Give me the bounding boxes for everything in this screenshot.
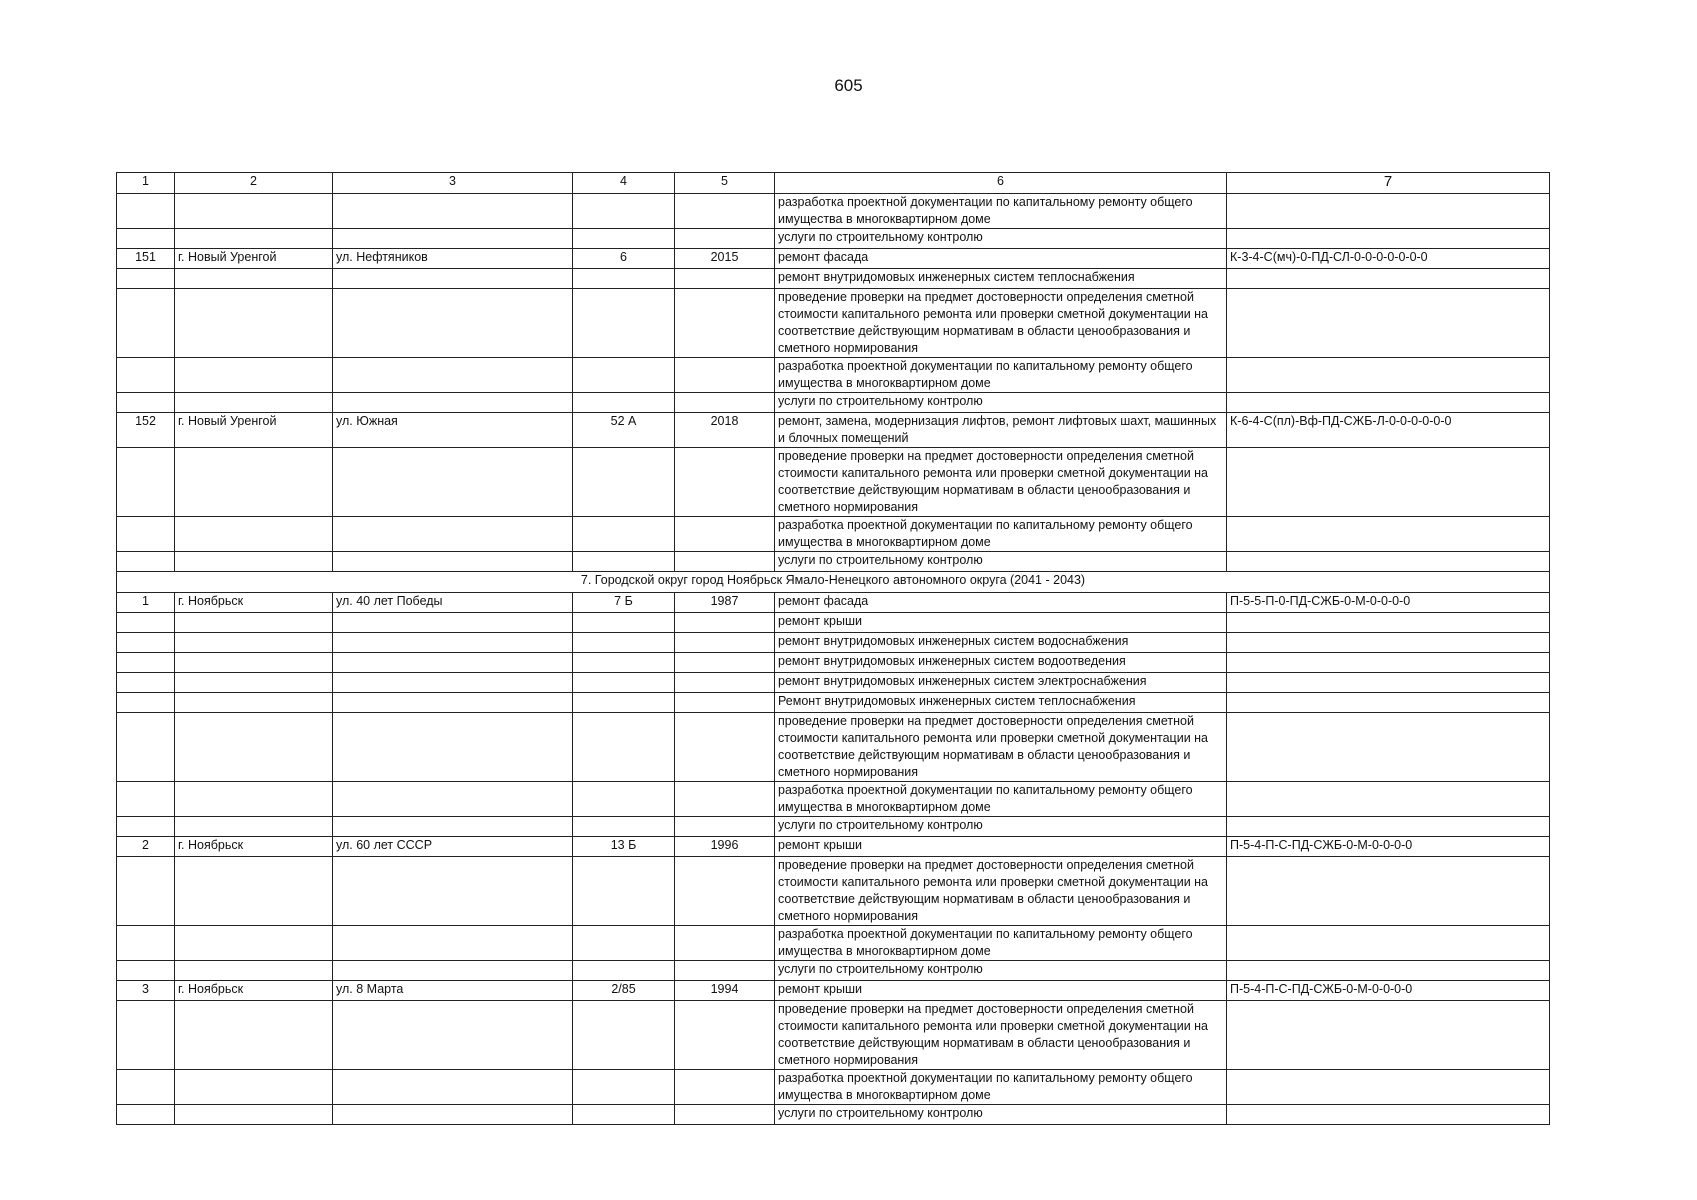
table-cell — [175, 448, 333, 517]
table-cell — [1227, 552, 1550, 572]
table-cell — [333, 857, 573, 926]
table-cell — [175, 613, 333, 633]
table-cell: 1987 — [675, 593, 775, 613]
table-row — [117, 1105, 1550, 1125]
table-cell — [175, 269, 333, 289]
table-row — [117, 673, 1550, 693]
table-cell — [175, 358, 333, 393]
table-row — [117, 981, 1550, 1001]
table-cell — [675, 289, 775, 358]
table-cell — [117, 782, 175, 817]
table-cell — [117, 194, 175, 229]
table-cell — [333, 693, 573, 713]
table-cell — [175, 693, 333, 713]
table-cell — [117, 613, 175, 633]
table-cell — [1227, 1105, 1550, 1125]
table-cell: ул. 40 лет Победы — [333, 593, 573, 613]
table-cell — [333, 633, 573, 653]
table-cell — [333, 393, 573, 413]
table-row — [117, 593, 1550, 613]
table-cell: услуги по строительному контролю — [775, 1105, 1227, 1125]
table-cell: ремонт внутридомовых инженерных систем электроснабжения — [775, 673, 1227, 693]
table-cell — [1227, 782, 1550, 817]
table-cell: услуги по строительному контролю — [775, 229, 1227, 249]
table-cell — [573, 713, 675, 782]
table-cell — [573, 817, 675, 837]
table-cell: проведение проверки на предмет достоверности определения сметной стоимости капитального ремонта или проверки сметной документации на соответствие действующим нормативам в области ценообразования и сметного нормирования — [775, 289, 1227, 358]
table-cell — [333, 517, 573, 552]
table-cell — [675, 393, 775, 413]
table-cell — [333, 229, 573, 249]
table-row — [117, 552, 1550, 572]
table-cell — [675, 653, 775, 673]
table-cell: 1 — [117, 593, 175, 613]
table-row — [117, 613, 1550, 633]
table-cell — [573, 613, 675, 633]
table-body — [117, 194, 1550, 1125]
header-row — [117, 173, 1550, 194]
table-cell: проведение проверки на предмет достоверности определения сметной стоимости капитального ремонта или проверки сметной документации на соответствие действующим нормативам в области ценообразования и сметного нормирования — [775, 857, 1227, 926]
table-row — [117, 358, 1550, 393]
table-cell — [117, 229, 175, 249]
table-cell — [1227, 1070, 1550, 1105]
table-cell: К-3-4-С(мч)-0-ПД-СЛ-0-0-0-0-0-0-0 — [1227, 249, 1550, 269]
table-cell — [175, 673, 333, 693]
page-number: 605 — [834, 76, 863, 95]
table-cell: проведение проверки на предмет достоверности определения сметной стоимости капитального ремонта или проверки сметной документации на соответствие действующим нормативам в области ценообразования и сметного нормирования — [775, 448, 1227, 517]
table-cell — [175, 857, 333, 926]
table-cell — [675, 194, 775, 229]
table-cell: 3 — [117, 981, 175, 1001]
table-cell: ул. Южная — [333, 413, 573, 448]
table-cell — [175, 194, 333, 229]
table-cell — [175, 713, 333, 782]
table-row — [117, 517, 1550, 552]
table-cell: услуги по строительному контролю — [775, 961, 1227, 981]
table-cell — [573, 857, 675, 926]
table-cell: ремонт внутридомовых инженерных систем теплоснабжения — [775, 269, 1227, 289]
table-cell — [117, 857, 175, 926]
table-cell — [573, 552, 675, 572]
table-row — [117, 693, 1550, 713]
table-row — [117, 413, 1550, 448]
table-cell — [573, 517, 675, 552]
table-cell: 1996 — [675, 837, 775, 857]
table-cell — [175, 926, 333, 961]
table-cell — [675, 926, 775, 961]
table-cell — [333, 1070, 573, 1105]
table-cell — [175, 289, 333, 358]
table-cell: г. Новый Уренгой — [175, 249, 333, 269]
table-cell: проведение проверки на предмет достоверности определения сметной стоимости капитального ремонта или проверки сметной документации на соответствие действующим нормативам в области ценообразования и сметного нормирования — [775, 1001, 1227, 1070]
header-cell: 2 — [175, 173, 333, 194]
table-cell — [1227, 393, 1550, 413]
table-cell: ремонт крыши — [775, 837, 1227, 857]
table-cell — [573, 782, 675, 817]
table-cell — [573, 229, 675, 249]
table-cell — [1227, 713, 1550, 782]
table-cell: разработка проектной документации по капитальному ремонту общего имущества в многоквартирном доме — [775, 782, 1227, 817]
table-cell: 52 А — [573, 413, 675, 448]
table-cell — [333, 194, 573, 229]
header-cell: 5 — [675, 173, 775, 194]
table-cell — [333, 673, 573, 693]
table-cell — [333, 289, 573, 358]
table-cell: ремонт фасада — [775, 249, 1227, 269]
table-cell: 7 Б — [573, 593, 675, 613]
table-cell — [175, 633, 333, 653]
table-cell — [675, 552, 775, 572]
table-cell — [1227, 269, 1550, 289]
table-cell — [117, 713, 175, 782]
table-cell — [675, 517, 775, 552]
table-cell: услуги по строительному контролю — [775, 817, 1227, 837]
table-cell — [175, 653, 333, 673]
table-cell — [1227, 693, 1550, 713]
table-cell — [1227, 448, 1550, 517]
table-row — [117, 289, 1550, 358]
table-cell: К-6-4-С(пл)-Вф-ПД-СЖБ-Л-0-0-0-0-0-0 — [1227, 413, 1550, 448]
table-cell: Ремонт внутридомовых инженерных систем теплоснабжения — [775, 693, 1227, 713]
table-cell — [573, 961, 675, 981]
table-cell — [675, 673, 775, 693]
table-cell — [573, 673, 675, 693]
table-cell: ул. Нефтяников — [333, 249, 573, 269]
table-cell — [333, 961, 573, 981]
table-cell — [333, 552, 573, 572]
header-cell: 7 — [1227, 173, 1550, 194]
table-cell: г. Ноябрьск — [175, 981, 333, 1001]
table-cell — [675, 269, 775, 289]
table-cell — [1227, 653, 1550, 673]
table-cell — [117, 817, 175, 837]
table-cell — [117, 393, 175, 413]
table-row — [117, 713, 1550, 782]
table-cell: разработка проектной документации по капитальному ремонту общего имущества в многоквартирном доме — [775, 926, 1227, 961]
table-cell — [1227, 289, 1550, 358]
table-cell — [675, 693, 775, 713]
table-cell: 151 — [117, 249, 175, 269]
table-cell — [675, 1001, 775, 1070]
table-cell — [675, 857, 775, 926]
table-cell — [675, 782, 775, 817]
table-cell — [333, 613, 573, 633]
table-cell — [175, 961, 333, 981]
table-cell — [1227, 673, 1550, 693]
table-cell — [175, 782, 333, 817]
table-cell — [1227, 857, 1550, 926]
table-cell: ремонт фасада — [775, 593, 1227, 613]
table-cell — [117, 653, 175, 673]
table-cell — [675, 961, 775, 981]
table-cell — [675, 358, 775, 393]
table-cell: П-5-5-П-0-ПД-СЖБ-0-М-0-0-0-0 — [1227, 593, 1550, 613]
table-cell — [573, 1001, 675, 1070]
table-cell — [1227, 194, 1550, 229]
table-cell — [333, 817, 573, 837]
table-cell: 2018 — [675, 413, 775, 448]
table-cell: услуги по строительному контролю — [775, 552, 1227, 572]
header-cell: 6 — [775, 173, 1227, 194]
table-row — [117, 1001, 1550, 1070]
capital-repair-table — [116, 172, 1550, 1125]
table-cell — [333, 926, 573, 961]
table-cell — [333, 713, 573, 782]
table-cell — [1227, 613, 1550, 633]
table-row — [117, 926, 1550, 961]
table-cell: 2/85 — [573, 981, 675, 1001]
table-cell — [1227, 633, 1550, 653]
table-cell — [675, 713, 775, 782]
table-cell: ремонт внутридомовых инженерных систем водоснабжения — [775, 633, 1227, 653]
table-cell: разработка проектной документации по капитальному ремонту общего имущества в многоквартирном доме — [775, 517, 1227, 552]
table-cell — [117, 673, 175, 693]
table-cell: г. Новый Уренгой — [175, 413, 333, 448]
table-cell — [117, 448, 175, 517]
table-row — [117, 782, 1550, 817]
table-row — [117, 837, 1550, 857]
table-cell — [117, 552, 175, 572]
table-cell: 152 — [117, 413, 175, 448]
table-cell: ул. 8 Марта — [333, 981, 573, 1001]
table-row — [117, 961, 1550, 981]
table-row — [117, 393, 1550, 413]
table-row — [117, 817, 1550, 837]
table-cell — [333, 448, 573, 517]
table-cell: П-5-4-П-С-ПД-СЖБ-0-М-0-0-0-0 — [1227, 837, 1550, 857]
table-row — [117, 249, 1550, 269]
table-row — [117, 1070, 1550, 1105]
table-cell — [573, 693, 675, 713]
table-cell — [175, 229, 333, 249]
table-row — [117, 194, 1550, 229]
table-cell — [573, 1070, 675, 1105]
table-cell — [117, 693, 175, 713]
table-row — [117, 448, 1550, 517]
table-cell: разработка проектной документации по капитальному ремонту общего имущества в многоквартирном доме — [775, 1070, 1227, 1105]
table-cell — [333, 653, 573, 673]
table-cell — [573, 633, 675, 653]
section-row — [117, 572, 1550, 593]
table-cell: 2015 — [675, 249, 775, 269]
table-cell: 2 — [117, 837, 175, 857]
table-cell — [175, 393, 333, 413]
table-cell — [117, 633, 175, 653]
header-cell: 1 — [117, 173, 175, 194]
table-cell — [175, 1070, 333, 1105]
table-cell: разработка проектной документации по капитальному ремонту общего имущества в многоквартирном доме — [775, 358, 1227, 393]
table-cell: ремонт внутридомовых инженерных систем водоотведения — [775, 653, 1227, 673]
table-cell — [1227, 817, 1550, 837]
table-cell — [573, 289, 675, 358]
table-row — [117, 857, 1550, 926]
table-cell — [573, 393, 675, 413]
table-cell: 1994 — [675, 981, 775, 1001]
table-cell: г. Ноябрьск — [175, 593, 333, 613]
table-cell — [573, 448, 675, 517]
table-cell — [1227, 358, 1550, 393]
table-cell: г. Ноябрьск — [175, 837, 333, 857]
table-cell — [1227, 229, 1550, 249]
table-cell — [573, 653, 675, 673]
table-cell — [333, 1105, 573, 1125]
table-cell: ремонт крыши — [775, 981, 1227, 1001]
table-cell: П-5-4-П-С-ПД-СЖБ-0-М-0-0-0-0 — [1227, 981, 1550, 1001]
table-cell — [117, 289, 175, 358]
table-cell — [573, 1105, 675, 1125]
table-cell — [573, 269, 675, 289]
table-cell — [675, 1105, 775, 1125]
section-title: 7. Городской округ город Ноябрьск Ямало-Ненецкого автономного округа (2041 - 2043) — [117, 572, 1550, 593]
table-cell — [675, 613, 775, 633]
table-row — [117, 229, 1550, 249]
table-row — [117, 633, 1550, 653]
table-row — [117, 269, 1550, 289]
table-cell — [573, 358, 675, 393]
table-cell — [175, 517, 333, 552]
table-cell: проведение проверки на предмет достоверности определения сметной стоимости капитального ремонта или проверки сметной документации на соответствие действующим нормативам в области ценообразования и сметного нормирования — [775, 713, 1227, 782]
table-cell — [175, 817, 333, 837]
table-cell: 13 Б — [573, 837, 675, 857]
table-cell — [117, 517, 175, 552]
table-cell — [675, 229, 775, 249]
table-cell — [1227, 926, 1550, 961]
table-cell — [333, 358, 573, 393]
table-cell — [1227, 961, 1550, 981]
table-cell — [1227, 1001, 1550, 1070]
table-cell — [117, 1001, 175, 1070]
table-cell: ремонт крыши — [775, 613, 1227, 633]
table-cell — [675, 1070, 775, 1105]
table-cell — [117, 1105, 175, 1125]
header-cell: 3 — [333, 173, 573, 194]
table-cell — [175, 552, 333, 572]
table-cell — [117, 269, 175, 289]
table-cell — [117, 926, 175, 961]
table-cell: услуги по строительному контролю — [775, 393, 1227, 413]
header-cell: 4 — [573, 173, 675, 194]
table-cell — [675, 633, 775, 653]
table-cell — [175, 1105, 333, 1125]
table-cell — [117, 1070, 175, 1105]
table-cell: разработка проектной документации по капитальному ремонту общего имущества в многоквартирном доме — [775, 194, 1227, 229]
table-cell — [175, 1001, 333, 1070]
table-cell — [333, 1001, 573, 1070]
table-cell: ул. 60 лет СССР — [333, 837, 573, 857]
table-cell — [333, 269, 573, 289]
table-cell — [117, 961, 175, 981]
table-row — [117, 653, 1550, 673]
table-cell: 6 — [573, 249, 675, 269]
table-cell — [573, 926, 675, 961]
table-cell — [1227, 517, 1550, 552]
table-cell — [117, 358, 175, 393]
table-cell — [675, 817, 775, 837]
table-cell — [573, 194, 675, 229]
table-cell: ремонт, замена, модернизация лифтов, ремонт лифтовых шахт, машинных и блочных помещений — [775, 413, 1227, 448]
table-cell — [675, 448, 775, 517]
table-cell — [333, 782, 573, 817]
